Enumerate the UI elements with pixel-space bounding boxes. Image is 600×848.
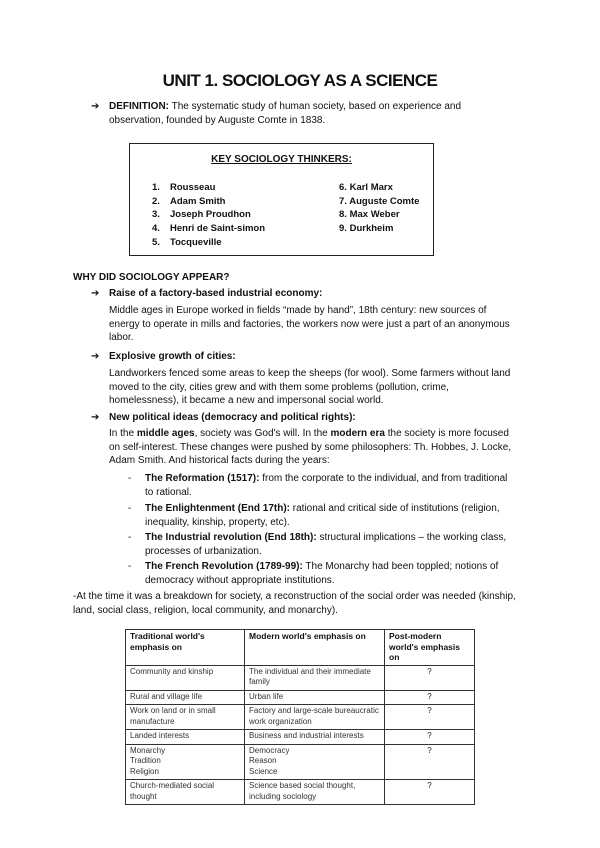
subheading-industrial: ➔ Raise of a factory-based industrial economy:: [91, 288, 323, 299]
table-row: [126, 744, 475, 780]
table-row: [126, 780, 475, 805]
subheading-political: ➔ New political ideas (democracy and political rights):: [91, 412, 356, 423]
table-cell: Church-mediated social thought: [126, 780, 245, 805]
fact-item-french-revolution: - The French Revolution (1789-99): The Monarchy had been toppled; notions of democracy without appropriate institutions.: [128, 561, 499, 586]
table-cell: Community and kinship: [126, 665, 245, 690]
arrow-right-icon: ➔: [91, 412, 100, 423]
paragraph-cities: Landworkers fenced some areas to keep the sheeps (for wool). Some farmers without land moved to the city, cities grew and with them some problems (pollution, crime, homelessness), it became a new and impersonal social world.: [109, 368, 511, 406]
thinker-item: 2. Adam Smith: [152, 195, 226, 207]
paragraph-industrial: Middle ages in Europe worked in fields “made by hand”, 18th century: new sources of energy to operate in mills and factories, the workers now were just a part of an anonymous labor.: [109, 305, 510, 343]
table-row: [126, 705, 475, 730]
table-cell: Monarchy Tradition Religion: [126, 744, 245, 780]
page-title: UNIT 1. SOCIOLOGY AS A SCIENCE: [162, 71, 438, 90]
table-cell: ?: [385, 690, 475, 705]
fact-item-industrial-revolution: - The Industrial revolution (End 18th): structural implications – the working class, processes of urbanization.: [128, 532, 507, 557]
thinker-item: 9. Durkheim: [339, 223, 394, 235]
thinkers-title: KEY SOCIOLOGY THINKERS:: [211, 154, 352, 165]
table-cell: Business and industrial interests: [245, 730, 385, 745]
thinker-item: 8. Max Weber: [339, 209, 400, 221]
table-row: [126, 665, 475, 690]
thinker-item: 4. Henri de Saint-simon: [152, 223, 266, 235]
table-cell: Factory and large-scale bureaucratic work organization: [245, 705, 385, 730]
thinker-item: 6. Karl Marx: [339, 182, 393, 193]
column-header: Post-modern world's emphasis on: [385, 630, 475, 666]
arrow-right-icon: ➔: [91, 101, 100, 112]
closing-paragraph: -At the time it was a breakdown for society, a reconstruction of the social order was needed (kinship, land, social class, religion, local community, and monarchy).: [73, 591, 516, 616]
fact-item-reformation: - The Reformation (1517): from the corporate to the individual, and from traditional to rational.: [128, 473, 508, 498]
subheading-cities: ➔ Explosive growth of cities:: [91, 351, 236, 362]
table-cell: The individual and their immediate family: [245, 665, 385, 690]
thinker-item: 1. Rousseau: [152, 182, 216, 193]
table-cell: Urban life: [245, 690, 385, 705]
table-header-row: [126, 630, 475, 666]
table-cell: ?: [385, 730, 475, 745]
table-row: [126, 690, 475, 705]
table-cell: ?: [385, 780, 475, 805]
table-cell: ?: [385, 705, 475, 730]
definition-body: The systematic study of human society, based on experience and observation, founded by Auguste Comte in 1838.: [109, 101, 462, 126]
thinkers-list-left: [152, 181, 265, 249]
table-cell: Rural and village life: [126, 690, 245, 705]
table-cell: ?: [385, 665, 475, 690]
comparison-table: [125, 629, 475, 805]
thinker-item: 5. Tocqueville: [152, 236, 222, 248]
fact-item-enlightenment: - The Enlightenment (End 17th): rational and critical side of institutions (religion, inequality, kinship, property, etc).: [128, 503, 500, 528]
thinker-item: 7. Auguste Comte: [339, 195, 420, 207]
table-cell: ?: [385, 744, 475, 780]
section-heading-why: WHY DID SOCIOLOGY APPEAR?: [73, 272, 230, 283]
thinker-item: 3. Joseph Proudhon: [152, 209, 251, 221]
column-header: Traditional world's emphasis on: [126, 630, 245, 666]
definition-label: DEFINITION:: [109, 101, 169, 112]
thinkers-box: [129, 143, 434, 256]
table-cell: Science based social thought, including sociology: [245, 780, 385, 805]
table-cell: Landed interests: [126, 730, 245, 745]
definition: [91, 100, 511, 127]
column-header: Modern world's emphasis on: [245, 630, 385, 666]
table-cell: Democracy Reason Science: [245, 744, 385, 780]
table-cell: Work on land or in small manufacture: [126, 705, 245, 730]
thinkers-list-right: [339, 181, 419, 236]
paragraph-political: In the middle ages, society was God's will. In the modern era the society is more focused on self-interest. These changes were pushed by some philosophers: Th. Hobbes, J. Locke, Adam Smith. And historical facts during the years:: [109, 428, 512, 466]
arrow-right-icon: ➔: [91, 288, 100, 299]
arrow-right-icon: ➔: [91, 351, 100, 362]
definition-text: [109, 100, 511, 127]
table-row: [126, 730, 475, 745]
